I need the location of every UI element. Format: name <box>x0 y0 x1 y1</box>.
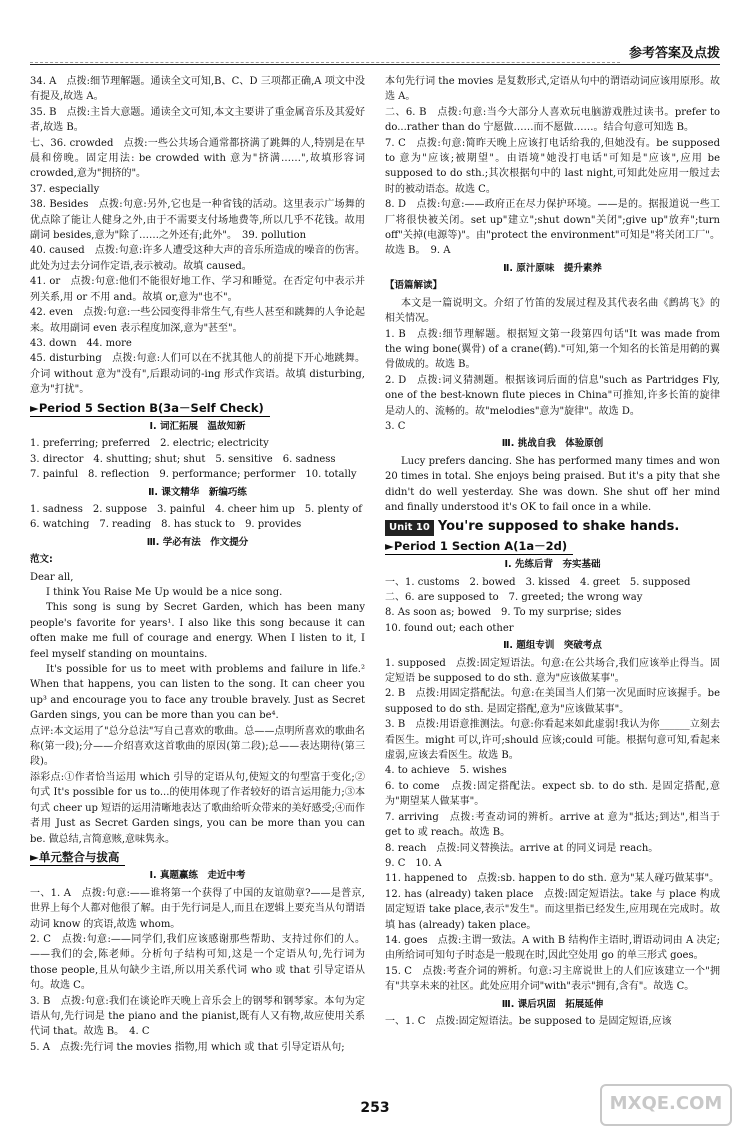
answer-paragraph: 38. Besides 点拨:句意:另外,它也是一种省钱的活动。这里表示广场舞的优点除了能让人健身之外,由于不需要支付场地费等,所以几乎不花钱。故用副词 besides,意为"除了……之外还有;此外"。 39. pollution <box>30 199 365 242</box>
answer-paragraph: 一、1. C 点拨:固定短语法。be supposed to 是固定短语,应该 <box>385 1015 672 1027</box>
subsection-heading: Ⅱ. 原汁原味 提升素养 <box>503 262 602 274</box>
answer-paragraph: 3. director 4. shutting; shut; shut 5. sensitive 6. sadness <box>30 453 336 465</box>
unit-tag: Unit 10 <box>385 520 434 535</box>
answer-paragraph: 37. especially <box>30 183 100 195</box>
section-heading-text: ►Period 1 Section A(1a－2d) <box>385 539 573 555</box>
subsection-heading: Ⅱ. 题组专训 突破考点 <box>503 640 602 652</box>
answer-paragraph: 41. or 点拨:句意:他们不能很好地工作、学习和睡觉。在否定句中表示并列关系,用 or 不用 and。故填 or,意为"也不"。 <box>30 276 365 303</box>
watermark-logo: MXQE.COM <box>600 1084 732 1126</box>
answer-paragraph: 一、1. A 点拨:句意:——谁将第一个获得了中国的友谊勋章?——是普京,世界上每个人都对他很了解。由于先行词是人,而且在逻辑上要充当从句谓语动词 know 的宾语,故选 whom。 <box>30 887 365 930</box>
answer-paragraph: 43. down 44. more <box>30 337 132 349</box>
subsection-heading: Ⅲ. 挑战自我 体验原创 <box>501 438 604 450</box>
subsection-heading: Ⅰ. 真题赢练 走近中考 <box>149 870 246 882</box>
answer-paragraph: 二、6. B 点拨:句意:当今大部分人喜欢玩电脑游戏胜过读书。prefer to do...rather than do 宁愿做……而不愿做……。结合句意可知选 B。 <box>385 106 720 134</box>
answer-paragraph: 34. A 点拨:细节理解题。通读全文可知,B、C、D 三项都正确,A 项文中没有提及,故选 A。 <box>30 76 365 103</box>
unit-heading <box>385 519 720 535</box>
answer-paragraph: 8. As soon as; bowed 9. To my surprise; sides <box>385 607 622 619</box>
answer-paragraph: 8. reach 点拨:同义替换法。arrive at 的同义词是 reach。 <box>385 842 659 854</box>
answer-paragraph: 3. B 点拨:用语意推测法。句意:你看起来如此虚弱!我认为你______立刻去看医生。might 可以,许可;should 应该;could 可能。根据句意可知,看起来虚弱,应该去看医生。故选 B。 <box>385 719 720 762</box>
header-rule <box>30 62 620 65</box>
answer-paragraph: 2. B 点拨:用固定搭配法。句意:在美国当人们第一次见面时应该握手。be supposed to do sth. 是固定搭配,意为"应该做某事"。 <box>385 688 720 715</box>
section-heading <box>30 401 365 417</box>
answer-paragraph: This song is sung by Secret Garden, which has been many people's favorite for years¹. I also like this song because it can often make me full of courage and energy. When I listen to it, I feel myself standing on mountains. <box>30 602 365 660</box>
answer-paragraph: 9. C 10. A <box>385 857 442 869</box>
answer-paragraph: 7. C 点拨:句意:简昨天晚上应该打电话给我的,但她没有。be supposed to 意为"应该;被期望"。由语境"她没打电话"可知是"应该",应用 be supposed to do sth.;其次根据句中的 last night,可知此处应用一般过去时的被动语态。故选 C。 <box>385 137 720 195</box>
answer-paragraph: Lucy prefers dancing. She has performed many times and won 20 times in total. She enjoys being praised. But it's a pity that she didn't do well yesterday. She was down. She shut off her mind and finally understood it's OK to fail once in a while. <box>385 455 720 513</box>
answer-paragraph: 7. arriving 点拨:考查动词的辨析。arrive at 意为"抵达;到达",相当于 get to 或 reach。故选 B。 <box>385 811 720 839</box>
label: 范文: <box>30 554 53 566</box>
answer-paragraph: 10. found out; each other <box>385 622 514 634</box>
answer-paragraph: 本句先行词 the movies 是复数形式,定语从句中的谓语动词应该用原形。故选 A。 <box>385 76 720 103</box>
unit-title: You're supposed to shake hands. <box>437 519 680 535</box>
page-header <box>30 42 720 65</box>
subsection-heading: Ⅲ. 课后巩固 拓展延伸 <box>501 998 604 1010</box>
section-heading <box>385 539 720 555</box>
answer-paragraph: 3. C <box>385 420 406 432</box>
answer-paragraph: 7. painful 8. reflection 9. performance; performer 10. totally <box>30 469 357 481</box>
answer-paragraph: 一、1. customs 2. bowed 3. kissed 4. greet 5. supposed <box>385 576 691 588</box>
answer-paragraph: 12. has (already) taken place 点拨:固定短语法。take 与 place 构成固定短语 take place,表示"发生"。而这里指已经发生,应用现在完成时。故填 has (already) taken place。 <box>385 888 720 931</box>
answer-paragraph: 14. goes 点拨:主谓一致法。A with B 结构作主语时,谓语动词由 A 决定;由所给词可知句子时态是一般现在时,因此空处用 go 的单三形式 goes。 <box>385 934 720 962</box>
section-heading-text: ►Period 5 Section B(3a－Self Check) <box>30 401 270 417</box>
answer-paragraph: 42. even 点拨:句意:一些公园变得非常生气,有些人甚至和跳舞的人争论起来。故用副词 even 表示程度加深,意为"甚至"。 <box>30 307 365 334</box>
answer-paragraph: 点评:本文运用了"总分总法"写自己喜欢的歌曲。总——点明所喜欢的歌曲名称(第一段);分——介绍喜欢这首歌曲的原因(第二段);总——表达期待(第三段)。 <box>30 725 365 768</box>
answer-paragraph: 15. C 点拨:考查介词的辨析。句意:习主席说世上的人们应该建立一个"拥有"共享未来的社区。此处应用介词"with"表示"拥有,含有"。故选 C。 <box>385 965 720 993</box>
section-heading <box>30 850 365 866</box>
section-heading-text: ►单元整合与拔高 <box>30 850 125 866</box>
subsection-heading: Ⅰ. 先练后背 夯实基础 <box>504 559 601 571</box>
label: 【语篇解读】 <box>385 280 443 292</box>
subsection-heading: Ⅱ. 课文精华 新编巧练 <box>148 486 247 498</box>
answer-paragraph: 6. to come 点拨:固定搭配法。expect sb. to do sth. 是固定搭配,意为"期望某人做某事"。 <box>385 780 720 808</box>
answer-paragraph: 1. B 点拨:细节理解题。根据短文第一段第四句话"It was made from the wing bone(翼骨) of a crane(鹤)."可知,第一个知名的长笛是用鹤的翼骨做成的。故选 B。 <box>385 328 720 371</box>
answer-paragraph: 1. sadness 2. suppose 3. painful 4. cheer him up 5. plenty of <box>30 503 363 515</box>
answer-paragraph: 二、6. are supposed to 7. greeted; the wrong way <box>385 592 643 603</box>
answer-paragraph: 添彩点:①作者恰当运用 which 引导的定语从句,使短文的句型富于变化;②句式 It's possible for us to...的使用体现了作者较好的语言运用能力;③本句式 cheer up 短语的运用清晰地表达了歌曲给听众带来的美好感受;④而作者用 Just as Secret Garden sings, you can be more than you can be. 做总结,言简意赅,意味隽永。 <box>30 771 365 845</box>
answer-paragraph: It's possible for us to meet with problems and failure in life.² When that happens, you can listen to the song. It can cheer you up³ and encourage you to face any trouble bravely. Just as Secret Garden sings, you can be more than you can be⁴. <box>30 664 365 722</box>
answer-paragraph: 11. happened to 点拨:sb. happen to do sth. 意为"某人碰巧做某事"。 <box>385 873 720 885</box>
answer-paragraph: 35. B 点拨:主旨大意题。通读全文可知,本文主要讲了重金属音乐及其爱好者,故选 B。 <box>30 106 365 134</box>
answer-paragraph: Dear all, <box>30 571 74 583</box>
answer-paragraph: 3. B 点拨:句意:我们在谈论昨天晚上音乐会上的钢琴和钢琴家。本句为定语从句,先行词是 the piano and the pianist,既有人又有物,故应使用关系代词 that。故选 B。 4. C <box>30 995 365 1038</box>
answer-paragraph: 8. D 点拨:句意:——政府正在尽力保护环境。——是的。据报道说一些工厂将很快被关闭。set up"建立";shut down"关闭";give up"放弃";turn off"关掉(电源等)"。由"protect the environment"可知是"将关闭工厂"。故选 B。 9. A <box>385 199 720 257</box>
answer-paragraph: 本文是一篇说明文。介绍了竹笛的发展过程及其代表名曲《鹧鸪飞》的相关情况。 <box>385 297 720 325</box>
answer-paragraph: 45. disturbing 点拨:句意:人们可以在不扰其他人的前提下开心地跳舞。介词 without 意为"没有",后跟动词的-ing 形式作宾语。故填 disturbing,意为"打扰"。 <box>30 353 365 396</box>
answer-paragraph: 七、36. crowded 点拨:一些公共场合通常都挤满了跳舞的人,特别是在早晨和傍晚。固定用法: be crowded with 意为"挤满……",故填形容词 crowded,意为"拥挤的"。 <box>30 137 365 180</box>
right-column <box>385 74 720 1029</box>
page-number: 253 <box>360 1100 390 1116</box>
answer-paragraph: 40. caused 点拨:句意:许多人遭受这种大声的音乐所造成的噪音的伤害。此处为过去分词作定语,表示被动。故填 caused。 <box>30 245 365 272</box>
answer-paragraph: 2. D 点拨:词义猜测题。根据该词后面的信息"such as Partridges Fly, one of the best-known flute pieces in China"可推知,许多长笛的旋律是动人的、流畅的。故"melodies"意为"旋律"。故选 D。 <box>385 374 720 417</box>
answer-paragraph: I think You Raise Me Up would be a nice song. <box>46 587 283 598</box>
answer-paragraph: 1. supposed 点拨:固定短语法。句意:在公共场合,我们应该举止得当。固定短语 be supposed to do sth. 意为"应该做某事"。 <box>385 657 720 685</box>
answer-paragraph: 6. watching 7. reading 8. has stuck to 9. provides <box>30 519 302 531</box>
answer-paragraph: 2. C 点拨:句意:——同学们,我们应该感谢那些帮助、支持过你们的人。——我们的会,陈老师。分析句子结构可知,这是一个定语从句,先行词为 those people,且从句缺少主语,所以用关系代词 who 或 that 引导定语从句。故选 C。 <box>30 933 365 992</box>
answer-paragraph: 5. A 点拨:先行词 the movies 指物,用 which 或 that 引导定语从句; <box>30 1041 345 1053</box>
subsection-heading: Ⅰ. 词汇拓展 温故知新 <box>149 420 246 432</box>
header-title: 参考答案及点拨 <box>628 46 720 61</box>
left-column <box>30 74 365 1055</box>
answer-paragraph: 4. to achieve 5. wishes <box>385 765 507 777</box>
answer-paragraph: 1. preferring; preferred 2. electric; electricity <box>30 438 269 450</box>
subsection-heading: Ⅲ. 学必有法 作文提分 <box>146 536 249 548</box>
